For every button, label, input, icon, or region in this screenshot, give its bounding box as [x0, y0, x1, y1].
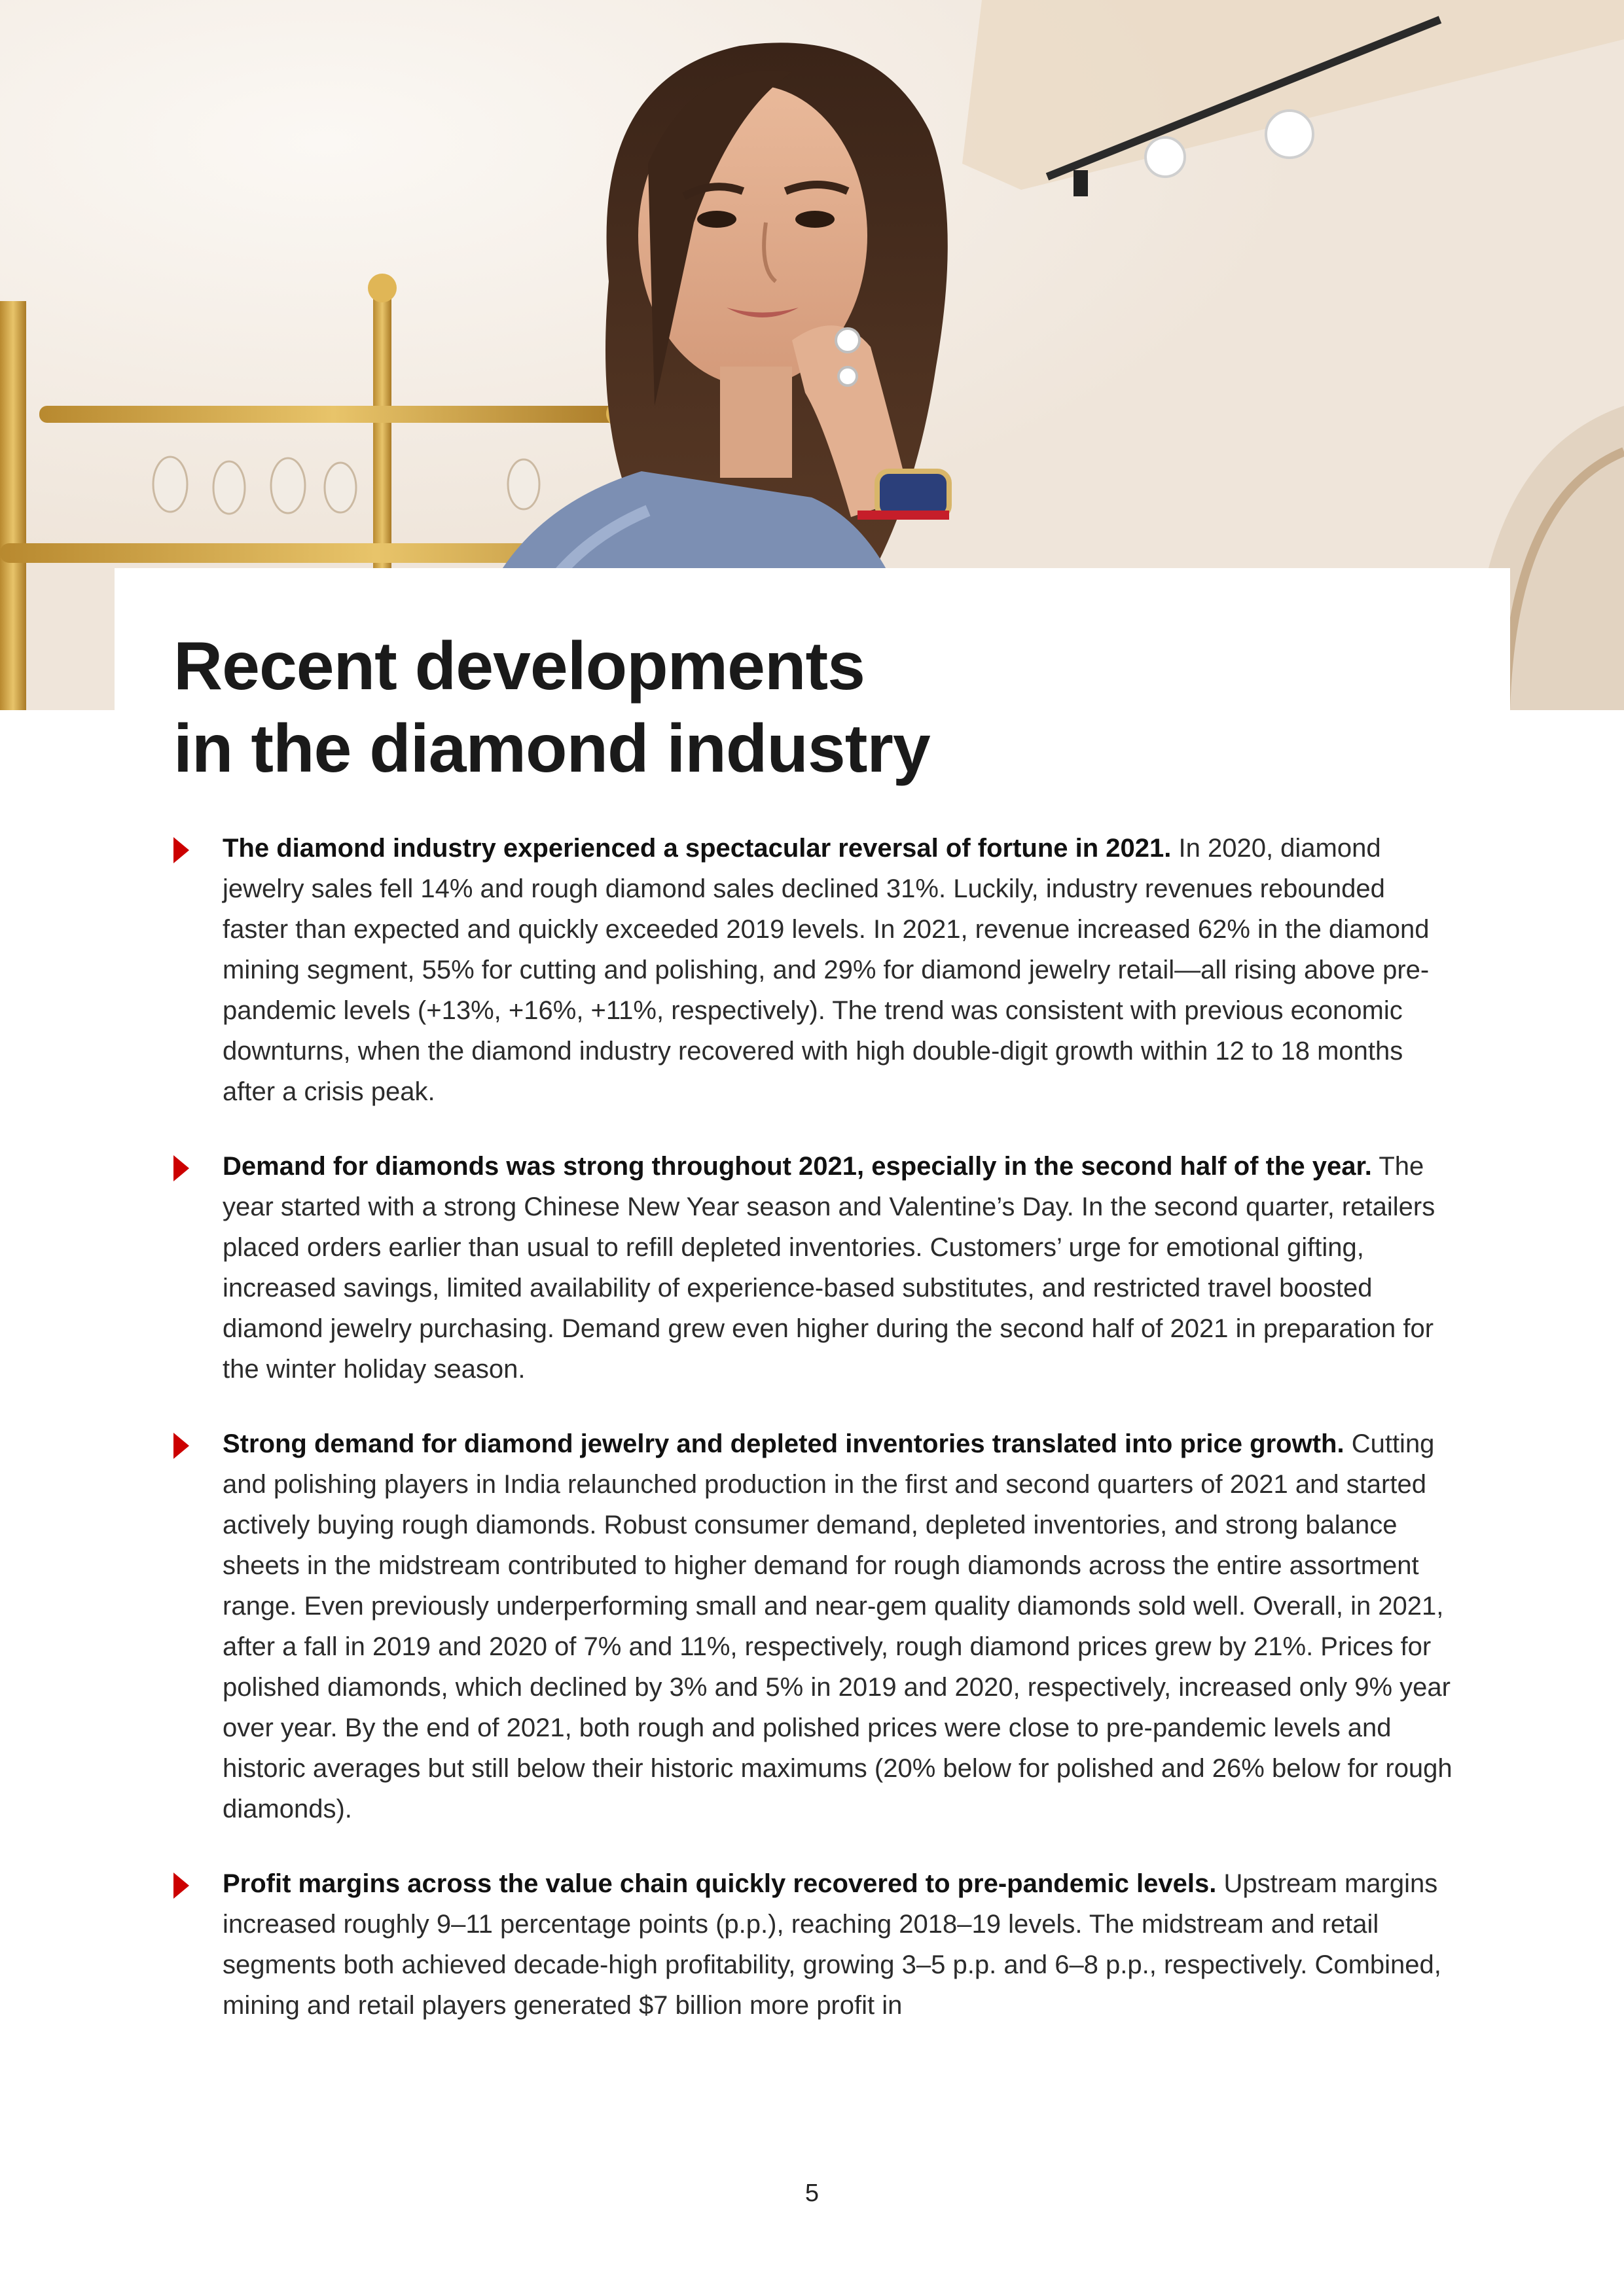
bullet-arrow-icon [173, 837, 189, 863]
bullet-lead: Profit margins across the value chain quickly recovered to pre-pandemic levels. [223, 1869, 1217, 1898]
page-title-line-1: Recent developments [173, 628, 865, 704]
bullet-body: In 2020, diamond jewelry sales fell 14% and rough diamond sales declined 31%. Luckily, industry revenues rebounded faster than expected and quickly exceeded 2019 levels. In 2021, revenue increased 62% in the diamond mining segment, 55% for cutting and polishing, and 29% for diamond jewelry retail—all rising above pre-pandemic levels (+13%, +16%, +11%, respectively). The trend was consistent with previous economic downturns, when the diamond industry recovered with high double-digit growth within 12 to 18 months after a crisis peak. [223, 834, 1430, 1106]
bullet-item [173, 1863, 1456, 2026]
bullet-arrow-icon [173, 1155, 189, 1181]
page-number: 5 [804, 2179, 820, 2207]
bullet-lead: The diamond industry experienced a spectacular reversal of fortune in 2021. [223, 834, 1172, 863]
bullet-item [173, 1424, 1456, 1829]
page-title-line-2: in the diamond industry [173, 711, 930, 787]
page-title [173, 625, 1417, 790]
bullet-body: Cutting and polishing players in India relaunched production in the first and second quarters of 2021 and started actively buying rough diamonds. Robust consumer demand, depleted inventories, and strong balance sheets in the midstream contributed to higher demand for rough diamonds across the entire assortment range. Even previously underperforming small and near-gem quality diamonds sold well. Overall, in 2021, after a fall in 2019 and 2020 of 7% and 11%, respectively, rough diamond prices grew by 21%. Prices for polished diamonds, which declined by 3% and 5% in 2019 and 2020, respectively, increased only 9% year over year. By the end of 2021, both rough and polished prices were close to pre-pandemic levels and historic averages but still below their historic maximums (20% below for polished and 26% below for rough diamonds). [223, 1429, 1453, 1823]
bullet-arrow-icon [173, 1433, 189, 1459]
bullet-item [173, 1146, 1456, 1390]
bullet-list [173, 828, 1456, 2060]
bullet-lead: Demand for diamonds was strong throughout 2021, especially in the second half of the year. [223, 1152, 1372, 1181]
bullet-item [173, 828, 1456, 1112]
bullet-lead: Strong demand for diamond jewelry and depleted inventories translated into price growth. [223, 1429, 1344, 1458]
bullet-body: Upstream margins increased roughly 9–11 percentage points (p.p.), reaching 2018–19 levels. The midstream and retail segments both achieved decade-high profitability, growing 3–5 p.p. and 6–8 p.p., respectively. Combined, mining and retail players generated $7 billion more profit in [223, 1869, 1441, 2020]
bullet-body: The year started with a strong Chinese New Year season and Valentine’s Day. In the second quarter, retailers placed orders earlier than usual to refill depleted inventories. Customers’ urge for emotional gifting, increased savings, limited availability of experience-based substitutes, and restricted travel boosted diamond jewelry purchasing. Demand grew even higher during the second half of 2021 in preparation for the winter holiday season. [223, 1152, 1435, 1384]
bullet-arrow-icon [173, 1873, 189, 1899]
